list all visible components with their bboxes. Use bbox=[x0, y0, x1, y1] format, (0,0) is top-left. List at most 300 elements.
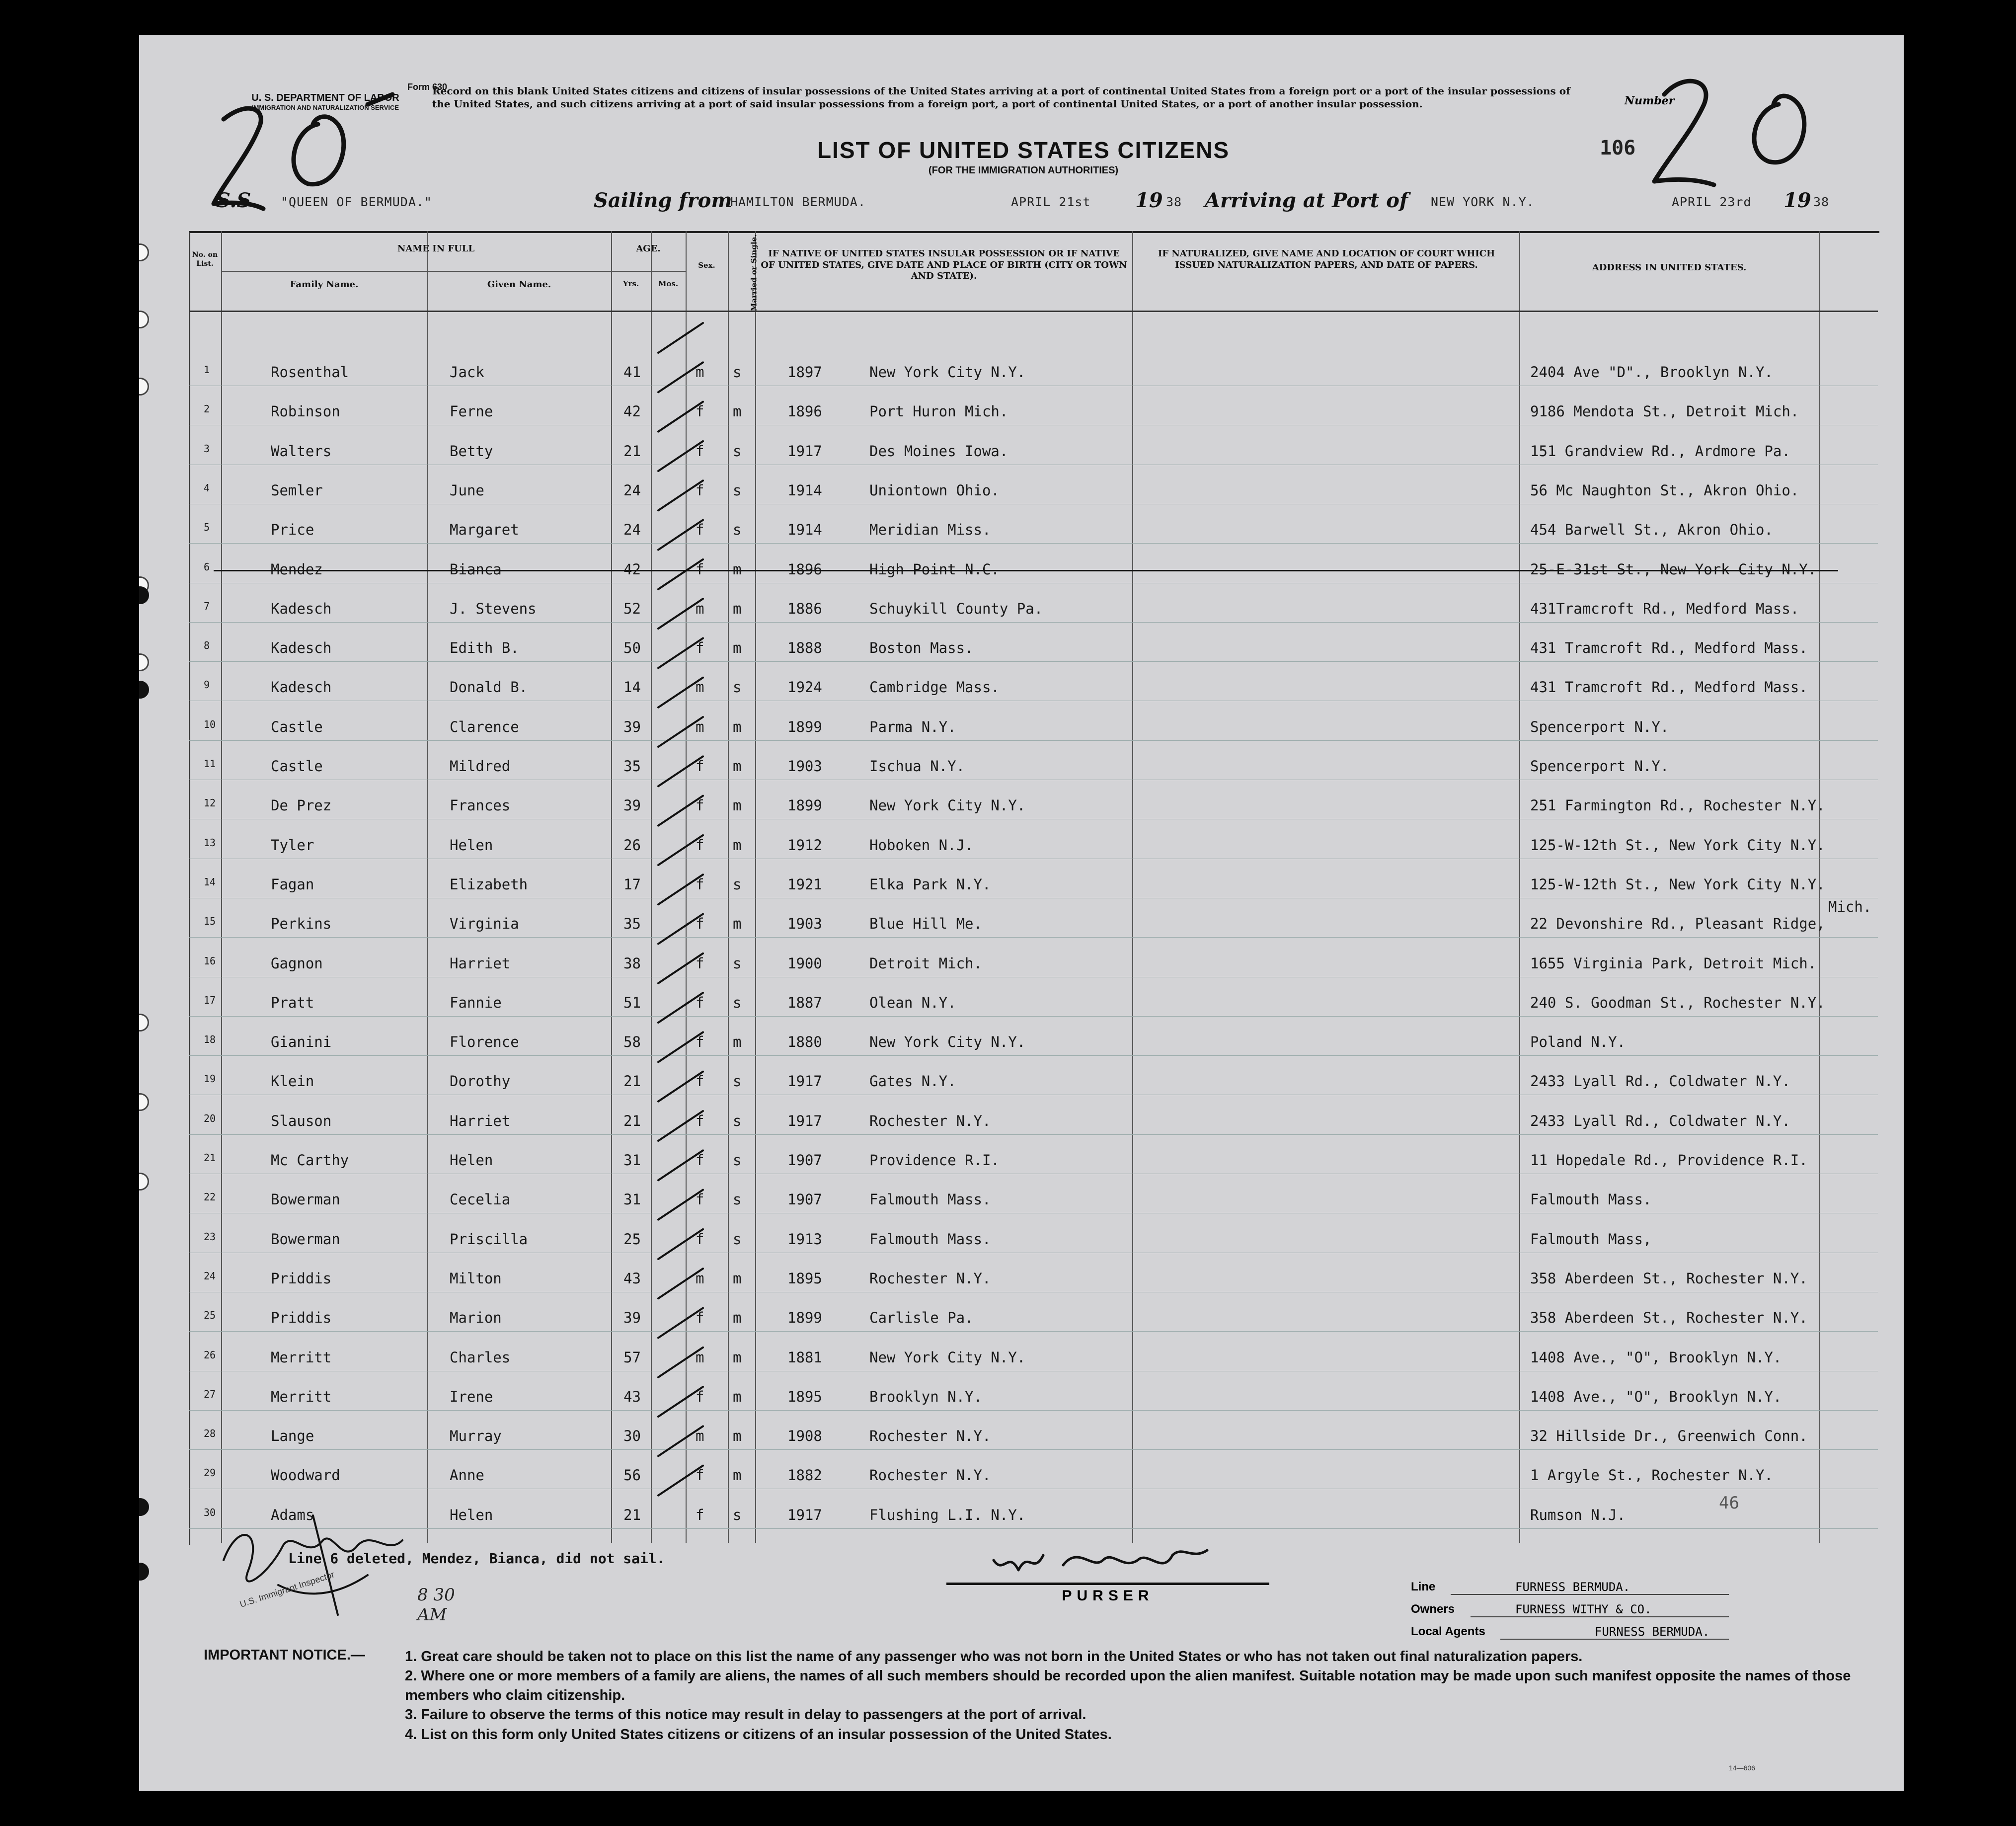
row-number: 2 bbox=[204, 403, 210, 415]
given-name: Mildred bbox=[450, 758, 511, 775]
check-mark bbox=[658, 1387, 703, 1417]
address: 22 Devonshire Rd., Pleasant Ridge, bbox=[1530, 915, 1825, 933]
row-number: 27 bbox=[204, 1388, 216, 1400]
agents-value: FURNESS BERMUDA. bbox=[1595, 1625, 1710, 1639]
age-years: 57 bbox=[623, 1349, 641, 1366]
sail-year: 38 bbox=[1166, 195, 1182, 209]
birth-year: 1914 bbox=[787, 481, 822, 499]
given-name: Clarence bbox=[450, 718, 519, 735]
given-name: Murray bbox=[450, 1428, 502, 1445]
sex: f bbox=[696, 521, 704, 539]
sex: m bbox=[696, 679, 704, 696]
address: Falmouth Mass, bbox=[1530, 1230, 1652, 1248]
sex: m bbox=[696, 600, 704, 617]
voyage-line bbox=[216, 189, 1856, 219]
col-birth: IF NATIVE OF UNITED STATES INSULAR POSSESSION OR IF NATIVE OF UNITED STATES, GIVE DATE AND PLACE OF BIRTH (CITY OR TOWN AND STATE). bbox=[761, 248, 1127, 281]
address: 25-E-31st St., New York City N.Y. bbox=[1530, 560, 1817, 578]
birth-year: 1896 bbox=[787, 403, 822, 420]
family-name: Walters bbox=[271, 442, 332, 460]
birth-place: Rochester N.Y. bbox=[869, 1428, 991, 1445]
marital-status: s bbox=[733, 481, 742, 499]
address: 240 S. Goodman St., Rochester N.Y. bbox=[1530, 994, 1825, 1011]
sex: f bbox=[696, 1152, 704, 1169]
col-mos: Mos. bbox=[658, 279, 679, 288]
address: 431Tramcroft Rd., Medford Mass. bbox=[1530, 600, 1799, 617]
birth-place: Carlisle Pa. bbox=[869, 1309, 974, 1327]
family-name: Castle bbox=[271, 758, 323, 775]
row-rule bbox=[189, 543, 1878, 544]
row-number: 29 bbox=[204, 1467, 216, 1479]
col-age: AGE. bbox=[636, 243, 661, 254]
line-value: FURNESS BERMUDA. bbox=[1515, 1580, 1630, 1594]
age-years: 21 bbox=[623, 1112, 641, 1129]
birth-year: 1900 bbox=[787, 954, 822, 972]
row-number: 3 bbox=[204, 442, 210, 455]
family-name: Kadesch bbox=[271, 600, 332, 617]
birth-place: Des Moines Iowa. bbox=[869, 442, 1008, 460]
birth-place: High Point N.C. bbox=[869, 560, 1000, 578]
age-years: 21 bbox=[623, 442, 641, 460]
address: 431 Tramcroft Rd., Medford Mass. bbox=[1530, 639, 1808, 657]
birth-year: 1907 bbox=[787, 1152, 822, 1169]
age-years: 31 bbox=[623, 1191, 641, 1208]
row-number: 25 bbox=[204, 1309, 216, 1322]
check-mark bbox=[658, 1229, 703, 1259]
given-name: Ferne bbox=[450, 403, 493, 420]
check-mark bbox=[658, 993, 703, 1023]
check-mark bbox=[658, 638, 703, 668]
sex: f bbox=[696, 1033, 704, 1051]
marital-status: s bbox=[733, 875, 742, 893]
row-rule bbox=[189, 1449, 1878, 1450]
birth-place: Cambridge Mass. bbox=[869, 679, 1000, 696]
row-number: 5 bbox=[204, 521, 210, 534]
birth-year: 1912 bbox=[787, 836, 822, 854]
family-name: Perkins bbox=[271, 915, 332, 933]
sex: f bbox=[696, 403, 704, 420]
marital-status: s bbox=[733, 954, 742, 972]
birth-place: Gates N.Y. bbox=[869, 1073, 956, 1090]
marital-status: m bbox=[733, 718, 742, 735]
birth-place: Elka Park N.Y. bbox=[869, 875, 991, 893]
address: Rumson N.J. bbox=[1530, 1506, 1626, 1523]
birth-place: Olean N.Y. bbox=[869, 994, 956, 1011]
marital-status: m bbox=[733, 797, 742, 814]
given-name: Helen bbox=[450, 836, 493, 854]
marital-status: m bbox=[733, 1033, 742, 1051]
row-number: 6 bbox=[204, 560, 210, 573]
given-name: Florence bbox=[450, 1033, 519, 1051]
check-mark bbox=[658, 1032, 703, 1062]
family-name: Rosenthal bbox=[271, 364, 349, 381]
family-name: Priddis bbox=[271, 1270, 332, 1287]
address: 358 Aberdeen St., Rochester N.Y. bbox=[1530, 1309, 1808, 1327]
page-stamp: 46 bbox=[1719, 1493, 1739, 1513]
birth-place: New York City N.Y. bbox=[869, 364, 1026, 381]
birth-place: Ischua N.Y. bbox=[869, 758, 965, 775]
birth-year: 1880 bbox=[787, 1033, 822, 1051]
age-years: 56 bbox=[623, 1467, 641, 1484]
family-name: Mc Carthy bbox=[271, 1152, 349, 1169]
purser-label: PURSER bbox=[1062, 1588, 1154, 1604]
family-name: Price bbox=[271, 521, 314, 539]
sex: f bbox=[696, 1309, 704, 1327]
address: 358 Aberdeen St., Rochester N.Y. bbox=[1530, 1270, 1808, 1287]
check-mark bbox=[658, 559, 703, 589]
check-mark bbox=[658, 362, 703, 392]
sex: f bbox=[696, 797, 704, 814]
given-name: June bbox=[450, 481, 484, 499]
check-mark bbox=[658, 874, 703, 904]
col-family-name: Family Name. bbox=[290, 279, 359, 290]
row-number: 21 bbox=[204, 1152, 216, 1164]
address: 9186 Mendota St., Detroit Mich. bbox=[1530, 403, 1799, 420]
given-name: Harriet bbox=[450, 954, 511, 972]
col-naturalized: IF NATURALIZED, GIVE NAME AND LOCATION OF COURT WHICH ISSUED NATURALIZATION PAPERS, AND DATE OF PAPERS. bbox=[1158, 248, 1495, 270]
age-years: 35 bbox=[623, 915, 641, 933]
birth-year: 1899 bbox=[787, 1309, 822, 1327]
birth-year: 1899 bbox=[787, 797, 822, 814]
row-number: 15 bbox=[204, 915, 216, 928]
birth-year: 1917 bbox=[787, 1112, 822, 1129]
age-years: 42 bbox=[623, 560, 641, 578]
row-number: 9 bbox=[204, 679, 210, 691]
year-prefix: 19 bbox=[1783, 189, 1811, 212]
printer-code: 14—606 bbox=[1729, 1764, 1755, 1772]
birth-year: 1924 bbox=[787, 679, 822, 696]
age-years: 41 bbox=[623, 364, 641, 381]
row-rule bbox=[189, 1055, 1878, 1056]
marital-status: m bbox=[733, 1309, 742, 1327]
birth-year: 1895 bbox=[787, 1388, 822, 1405]
col-sex: Sex. bbox=[698, 261, 715, 270]
given-name: Donald B. bbox=[450, 679, 528, 696]
age-years: 26 bbox=[623, 836, 641, 854]
marital-status: s bbox=[733, 521, 742, 539]
sex: m bbox=[696, 718, 704, 735]
col-address: ADDRESS IN UNITED STATES. bbox=[1592, 262, 1747, 273]
address: 251 Farmington Rd., Rochester N.Y. bbox=[1530, 797, 1825, 814]
check-mark bbox=[658, 678, 703, 708]
sex: f bbox=[696, 1506, 704, 1523]
marital-status: m bbox=[733, 1467, 742, 1484]
birth-year: 1899 bbox=[787, 718, 822, 735]
birth-place: Uniontown Ohio. bbox=[869, 481, 1000, 499]
sex: m bbox=[696, 364, 704, 381]
sailing-label: Sailing from bbox=[594, 189, 732, 212]
service: IMMIGRATION AND NATURALIZATION SERVICE bbox=[251, 104, 399, 111]
marital-status: s bbox=[733, 1191, 742, 1208]
sex: f bbox=[696, 442, 704, 460]
row-rule bbox=[189, 937, 1878, 938]
row-rule bbox=[189, 622, 1878, 623]
page-subtitle: (FOR THE IMMIGRATION AUTHORITIES) bbox=[928, 165, 1119, 176]
row-number: 24 bbox=[204, 1270, 216, 1282]
marital-status: m bbox=[733, 639, 742, 657]
family-name: Castle bbox=[271, 718, 323, 735]
birth-year: 1896 bbox=[787, 560, 822, 578]
instruction-text: Record on this blank United States citizens and citizens of insular possessions of the United States arriving at a port of continental United States from a foreign port or a port of the insular possessions of the United States, and such citizens arriving at a port of said insular possessions from a foreign port, a port of continental United States, or a port of another insular possession. bbox=[432, 85, 1570, 110]
given-name: Priscilla bbox=[450, 1230, 528, 1248]
marital-status: s bbox=[733, 1506, 742, 1523]
address: 2404 Ave "D"., Brooklyn N.Y. bbox=[1530, 364, 1773, 381]
check-mark bbox=[658, 1308, 703, 1338]
sex: f bbox=[696, 1230, 704, 1248]
family-name: Gianini bbox=[271, 1033, 332, 1051]
row-number: 14 bbox=[204, 875, 216, 888]
family-name: Fagan bbox=[271, 875, 314, 893]
row-number: 26 bbox=[204, 1349, 216, 1361]
family-name: Merritt bbox=[271, 1349, 332, 1366]
birth-year: 1921 bbox=[787, 875, 822, 893]
row-number: 7 bbox=[204, 600, 210, 612]
col-given-name: Given Name. bbox=[487, 279, 551, 290]
row-number: 30 bbox=[204, 1506, 216, 1518]
deleted-line bbox=[214, 570, 1838, 571]
birth-year: 1888 bbox=[787, 639, 822, 657]
family-name: Klein bbox=[271, 1073, 314, 1090]
age-years: 17 bbox=[623, 875, 641, 893]
birth-place: Falmouth Mass. bbox=[869, 1230, 991, 1248]
birth-place: Boston Mass. bbox=[869, 639, 974, 657]
check-mark bbox=[658, 1150, 703, 1180]
sex: f bbox=[696, 875, 704, 893]
check-mark bbox=[658, 953, 703, 983]
check-mark bbox=[658, 1466, 703, 1496]
row-rule bbox=[189, 1016, 1878, 1017]
inspector-note: U.S. Immigrant Inspector bbox=[238, 1569, 336, 1610]
check-mark bbox=[658, 480, 703, 510]
marital-status: m bbox=[733, 758, 742, 775]
check-mark bbox=[658, 402, 703, 432]
marital-status: m bbox=[733, 560, 742, 578]
deletion-note: Line 6 deleted, Mendez, Bianca, did not sail. bbox=[288, 1550, 665, 1567]
birth-year: 1907 bbox=[787, 1191, 822, 1208]
notice-item: 1. Great care should be taken not to place on this list the name of any passenger who was not born in the United States or who has not taken out final naturalization papers. bbox=[405, 1649, 1583, 1665]
address: Poland N.Y. bbox=[1530, 1033, 1626, 1051]
binder-hole bbox=[139, 1563, 149, 1581]
check-mark bbox=[658, 599, 703, 629]
notice-item: 2. Where one or more members of a family are aliens, the names of all such members should be recorded upon the alien manifest. Suitable notation may be made upon such manifest opposite the names of those members who claim citizenship. bbox=[405, 1668, 1851, 1704]
birth-place: Falmouth Mass. bbox=[869, 1191, 991, 1208]
given-name: Milton bbox=[450, 1270, 502, 1287]
birth-year: 1917 bbox=[787, 1506, 822, 1523]
given-name: Anne bbox=[450, 1467, 484, 1484]
family-name: Priddis bbox=[271, 1309, 332, 1327]
birth-place: Port Huron Mich. bbox=[869, 403, 1008, 420]
age-years: 43 bbox=[623, 1270, 641, 1287]
given-name: Bianca bbox=[450, 560, 502, 578]
marital-status: s bbox=[733, 994, 742, 1011]
marital-status: s bbox=[733, 1112, 742, 1129]
row-rule bbox=[189, 1134, 1878, 1135]
sex: f bbox=[696, 481, 704, 499]
row-rule bbox=[189, 1331, 1878, 1332]
address: 1408 Ave., "O", Brooklyn N.Y. bbox=[1530, 1349, 1782, 1366]
birth-place: Blue Hill Me. bbox=[869, 915, 982, 933]
birth-year: 1882 bbox=[787, 1467, 822, 1484]
age-years: 35 bbox=[623, 758, 641, 775]
birth-place: Rochester N.Y. bbox=[869, 1112, 991, 1129]
given-name: Jack bbox=[450, 364, 484, 381]
arrival-date: APRIL 23rd bbox=[1672, 195, 1752, 209]
birth-year: 1897 bbox=[787, 364, 822, 381]
age-years: 58 bbox=[623, 1033, 641, 1051]
family-name: Kadesch bbox=[271, 639, 332, 657]
address: 1655 Virginia Park, Detroit Mich. bbox=[1530, 954, 1817, 972]
line-owners-agents bbox=[1411, 1580, 1888, 1640]
address: 1408 Ave., "O", Brooklyn N.Y. bbox=[1530, 1388, 1782, 1405]
address: 2433 Lyall Rd., Coldwater N.Y. bbox=[1530, 1073, 1790, 1090]
age-years: 31 bbox=[623, 1152, 641, 1169]
marital-status: m bbox=[733, 1349, 742, 1366]
notice-item: 4. List on this form only United States citizens or citizens of an insular possession of the United States. bbox=[405, 1726, 1112, 1743]
given-name: Frances bbox=[450, 797, 511, 814]
sailing-from: HAMILTON BERMUDA. bbox=[730, 195, 866, 209]
check-mark bbox=[658, 1426, 703, 1456]
birth-place: Hoboken N.J. bbox=[869, 836, 974, 854]
age-years: 51 bbox=[623, 994, 641, 1011]
handwritten-number bbox=[1634, 65, 1843, 204]
age-years: 52 bbox=[623, 600, 641, 617]
printed-number: 106 bbox=[1600, 137, 1636, 159]
age-years: 24 bbox=[623, 481, 641, 499]
age-years: 24 bbox=[623, 521, 641, 539]
sail-date: APRIL 21st bbox=[1011, 195, 1091, 209]
age-years: 25 bbox=[623, 1230, 641, 1248]
address: Spencerport N.Y. bbox=[1530, 758, 1669, 775]
family-name: Adams bbox=[271, 1506, 314, 1523]
age-years: 39 bbox=[623, 718, 641, 735]
given-name: Helen bbox=[450, 1152, 493, 1169]
given-name: Marion bbox=[450, 1309, 502, 1327]
given-name: Fannie bbox=[450, 994, 502, 1011]
family-name: Mendez bbox=[271, 560, 323, 578]
row-number: 12 bbox=[204, 797, 216, 809]
sex: f bbox=[696, 639, 704, 657]
address: 454 Barwell St., Akron Ohio. bbox=[1530, 521, 1773, 539]
age-years: 21 bbox=[623, 1073, 641, 1090]
birth-place: Flushing L.I. N.Y. bbox=[869, 1506, 1026, 1523]
row-number: 1 bbox=[204, 364, 210, 376]
binder-hole bbox=[139, 311, 149, 328]
family-name: Kadesch bbox=[271, 679, 332, 696]
family-name: Tyler bbox=[271, 836, 314, 854]
age-years: 39 bbox=[623, 1309, 641, 1327]
birth-year: 1903 bbox=[787, 915, 822, 933]
marital-status: s bbox=[733, 1073, 742, 1090]
sex: f bbox=[696, 836, 704, 854]
family-name: Semler bbox=[271, 481, 323, 499]
check-mark bbox=[658, 441, 703, 471]
agents-label: Local Agents bbox=[1411, 1625, 1485, 1638]
notice-list bbox=[405, 1647, 1875, 1745]
address: 125-W-12th St., New York City N.Y. bbox=[1530, 836, 1825, 854]
sex: m bbox=[696, 1428, 704, 1445]
col-yrs: Yrs. bbox=[622, 279, 639, 288]
row-number: 11 bbox=[204, 758, 216, 770]
col-married: Married or Single. bbox=[749, 234, 759, 312]
family-name: Bowerman bbox=[271, 1191, 340, 1208]
family-name: Lange bbox=[271, 1428, 314, 1445]
time-note: 8 30 AM bbox=[417, 1585, 455, 1625]
sex: f bbox=[696, 1191, 704, 1208]
ship-name: "QUEEN OF BERMUDA." bbox=[281, 195, 432, 209]
given-name: Betty bbox=[450, 442, 493, 460]
family-name: Gagnon bbox=[271, 954, 323, 972]
row-number: 19 bbox=[204, 1073, 216, 1085]
page-title: LIST OF UNITED STATES CITIZENS bbox=[817, 137, 1230, 163]
check-marks bbox=[648, 311, 738, 1518]
arrival-port: NEW YORK N.Y. bbox=[1431, 195, 1535, 209]
department: U. S. DEPARTMENT OF LABOR bbox=[251, 92, 399, 103]
given-name: Virginia bbox=[450, 915, 519, 933]
given-name: Margaret bbox=[450, 521, 519, 539]
row-number: 18 bbox=[204, 1033, 216, 1046]
family-name: Merritt bbox=[271, 1388, 332, 1405]
row-number: 20 bbox=[204, 1112, 216, 1124]
given-name: Irene bbox=[450, 1388, 493, 1405]
birth-year: 1881 bbox=[787, 1349, 822, 1366]
given-name: Dorothy bbox=[450, 1073, 511, 1090]
col-no: No. on List. bbox=[192, 251, 218, 268]
col-name-in-full: NAME IN FULL bbox=[397, 243, 475, 254]
given-name: Charles bbox=[450, 1349, 511, 1366]
birth-year: 1886 bbox=[787, 600, 822, 617]
row-number: 10 bbox=[204, 718, 216, 730]
given-name: Cecelia bbox=[450, 1191, 511, 1208]
birth-year: 1914 bbox=[787, 521, 822, 539]
address: 11 Hopedale Rd., Providence R.I. bbox=[1530, 1152, 1808, 1169]
marital-status: s bbox=[733, 364, 742, 381]
birth-place: Detroit Mich. bbox=[869, 954, 982, 972]
row-number: 22 bbox=[204, 1191, 216, 1203]
given-name: Edith B. bbox=[450, 639, 519, 657]
address: 2433 Lyall Rd., Coldwater N.Y. bbox=[1530, 1112, 1790, 1129]
age-years: 42 bbox=[623, 403, 641, 420]
number-label: Number bbox=[1625, 94, 1675, 107]
address: Spencerport N.Y. bbox=[1530, 718, 1669, 735]
age-years: 43 bbox=[623, 1388, 641, 1405]
address: Falmouth Mass. bbox=[1530, 1191, 1652, 1208]
row-rule bbox=[189, 661, 1878, 662]
check-mark bbox=[658, 1072, 703, 1102]
row-number: 4 bbox=[204, 481, 210, 494]
row-number: 16 bbox=[204, 954, 216, 967]
notice-item: 3. Failure to observe the terms of this notice may result in delay to passengers at the port of arrival. bbox=[405, 1707, 1086, 1723]
check-mark bbox=[658, 914, 703, 944]
birth-place: New York City N.Y. bbox=[869, 797, 1026, 814]
birth-place: Rochester N.Y. bbox=[869, 1270, 991, 1287]
check-mark bbox=[658, 1111, 703, 1141]
age-years: 30 bbox=[623, 1428, 641, 1445]
sex: f bbox=[696, 954, 704, 972]
check-mark bbox=[658, 1190, 703, 1220]
marital-status: s bbox=[733, 679, 742, 696]
row-number: 8 bbox=[204, 639, 210, 652]
sex: m bbox=[696, 1349, 704, 1366]
birth-place: Parma N.Y. bbox=[869, 718, 956, 735]
sex: m bbox=[696, 1270, 704, 1287]
address: 32 Hillside Dr., Greenwich Conn. bbox=[1530, 1428, 1808, 1445]
given-name: Elizabeth bbox=[450, 875, 528, 893]
sex: f bbox=[696, 1388, 704, 1405]
family-name: Pratt bbox=[271, 994, 314, 1011]
binder-hole bbox=[139, 243, 149, 261]
arrival-year: 38 bbox=[1813, 195, 1830, 209]
form-number: Form 630 bbox=[407, 82, 447, 92]
sex: f bbox=[696, 1467, 704, 1484]
